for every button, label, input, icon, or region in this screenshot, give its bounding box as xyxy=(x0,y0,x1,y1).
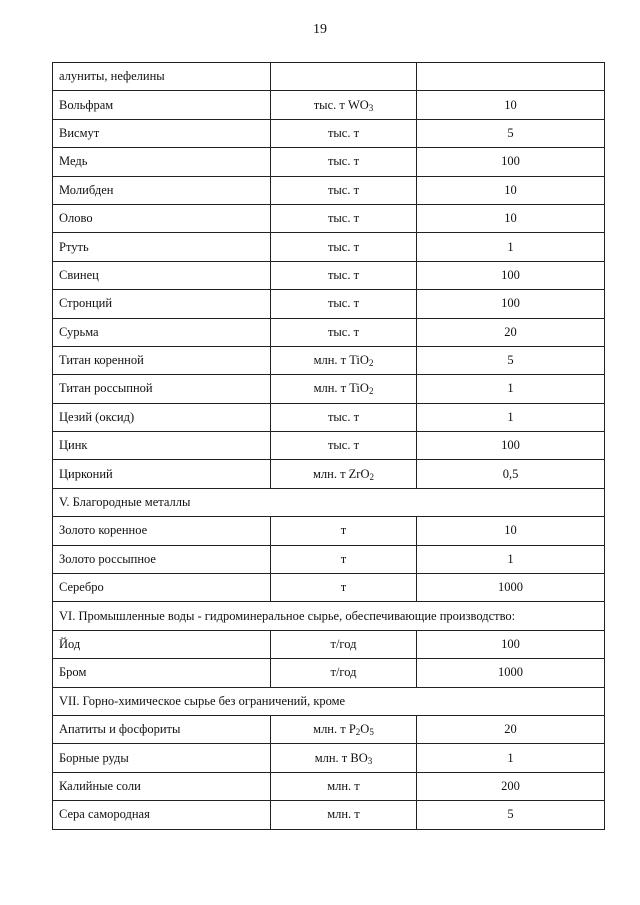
unit-cell xyxy=(271,574,417,602)
section-header-row xyxy=(53,488,605,516)
threshold-value-cell: 100 xyxy=(417,148,605,176)
table-row xyxy=(53,432,605,460)
unit-subscript: 5 xyxy=(369,727,374,738)
resource-name-cell: Золото россыпное xyxy=(53,545,271,573)
unit-text: млн. т TiO xyxy=(313,353,369,368)
unit-cell xyxy=(271,517,417,545)
unit-cell xyxy=(271,375,417,403)
table-row xyxy=(53,744,605,772)
unit-cell xyxy=(271,63,417,91)
unit-cell xyxy=(271,233,417,261)
unit-text: тыс. т xyxy=(327,296,360,311)
unit-text: т xyxy=(340,551,347,566)
threshold-value-cell: 100 xyxy=(417,290,605,318)
unit-subscript: 3 xyxy=(368,102,374,113)
unit-text: т xyxy=(340,523,347,538)
resource-name-cell: Стронций xyxy=(53,290,271,318)
unit-subscript: 2 xyxy=(368,358,374,369)
unit-text: тыс. т xyxy=(327,182,360,197)
threshold-value-cell: 1 xyxy=(417,233,605,261)
unit-text: млн. т P xyxy=(313,722,356,737)
threshold-value-cell: 1 xyxy=(417,744,605,772)
resource-name-cell: Ртуть xyxy=(53,233,271,261)
unit-cell xyxy=(271,176,417,204)
table-row xyxy=(53,233,605,261)
threshold-value-cell: 100 xyxy=(417,630,605,658)
unit-text: млн. т ZrO xyxy=(312,466,370,481)
unit-cell xyxy=(271,119,417,147)
resource-name-cell: Йод xyxy=(53,630,271,658)
unit-text: млн. т xyxy=(327,807,360,822)
table-row xyxy=(53,176,605,204)
unit-text: млн. т xyxy=(327,778,360,793)
resource-name-cell: Вольфрам xyxy=(53,91,271,119)
unit-text: тыс. т xyxy=(327,125,360,140)
table-row xyxy=(53,545,605,573)
threshold-value-cell: 100 xyxy=(417,432,605,460)
unit-text: тыс. т xyxy=(327,211,360,226)
threshold-value-cell: 100 xyxy=(417,261,605,289)
unit-cell xyxy=(271,545,417,573)
unit-cell xyxy=(271,91,417,119)
table-row xyxy=(53,801,605,829)
table-row xyxy=(53,460,605,488)
resource-name-cell: Серебро xyxy=(53,574,271,602)
resource-name-cell: Сурьма xyxy=(53,318,271,346)
resources-table xyxy=(52,62,605,830)
threshold-value-cell xyxy=(417,63,605,91)
unit-cell xyxy=(271,801,417,829)
resource-name-cell: Бром xyxy=(53,659,271,687)
unit-cell xyxy=(271,346,417,374)
table-row xyxy=(53,659,605,687)
unit-cell xyxy=(271,715,417,743)
threshold-value-cell: 200 xyxy=(417,772,605,800)
threshold-value-cell: 10 xyxy=(417,91,605,119)
unit-text: т/год xyxy=(330,665,357,680)
unit-text: тыс. т xyxy=(327,324,360,339)
resource-name-cell: Титан россыпной xyxy=(53,375,271,403)
unit-cell xyxy=(271,630,417,658)
unit-subscript: 3 xyxy=(367,755,373,766)
table-row xyxy=(53,630,605,658)
table-row xyxy=(53,517,605,545)
section-title: VI. Промышленные воды - гидроминеральное сырье, обеспечивающие производство: xyxy=(53,602,605,630)
table-row xyxy=(53,715,605,743)
section-header-row xyxy=(53,602,605,630)
unit-cell xyxy=(271,290,417,318)
table-row xyxy=(53,375,605,403)
resource-name-cell: Цезий (оксид) xyxy=(53,403,271,431)
unit-cell xyxy=(271,261,417,289)
table-row xyxy=(53,204,605,232)
resource-name-cell: Цинк xyxy=(53,432,271,460)
threshold-value-cell: 20 xyxy=(417,715,605,743)
resource-name-cell: Цирконий xyxy=(53,460,271,488)
unit-cell xyxy=(271,204,417,232)
threshold-value-cell: 5 xyxy=(417,346,605,374)
resource-name-cell: Медь xyxy=(53,148,271,176)
unit-text: тыс. т xyxy=(327,438,360,453)
threshold-value-cell: 5 xyxy=(417,801,605,829)
table-body xyxy=(53,63,605,830)
table-row xyxy=(53,63,605,91)
table-row xyxy=(53,574,605,602)
unit-cell xyxy=(271,148,417,176)
resource-name-cell: Титан коренной xyxy=(53,346,271,374)
table-row xyxy=(53,148,605,176)
resource-name-cell: Золото коренное xyxy=(53,517,271,545)
resource-name-cell: Сера самородная xyxy=(53,801,271,829)
unit-cell xyxy=(271,659,417,687)
unit-subscript: 2 xyxy=(355,727,361,738)
threshold-value-cell: 20 xyxy=(417,318,605,346)
table-row xyxy=(53,403,605,431)
resource-name-cell: Олово xyxy=(53,204,271,232)
unit-text-continued: O xyxy=(360,722,370,737)
threshold-value-cell: 10 xyxy=(417,176,605,204)
resource-name-cell: Висмут xyxy=(53,119,271,147)
threshold-value-cell: 10 xyxy=(417,517,605,545)
unit-cell xyxy=(271,318,417,346)
table-row xyxy=(53,91,605,119)
threshold-value-cell: 10 xyxy=(417,204,605,232)
threshold-value-cell: 1000 xyxy=(417,574,605,602)
resource-name-cell: алуниты, нефелины xyxy=(53,63,271,91)
resource-name-cell: Калийные соли xyxy=(53,772,271,800)
threshold-value-cell: 1 xyxy=(417,403,605,431)
unit-text: тыс. т xyxy=(327,267,360,282)
unit-cell xyxy=(271,772,417,800)
unit-text: млн. т TiO xyxy=(313,381,369,396)
unit-text: тыс. т WO xyxy=(313,97,369,112)
table-row xyxy=(53,346,605,374)
section-header-row xyxy=(53,687,605,715)
table-row xyxy=(53,290,605,318)
table-row xyxy=(53,119,605,147)
unit-text: тыс. т xyxy=(327,409,360,424)
resource-name-cell: Апатиты и фосфориты xyxy=(53,715,271,743)
threshold-value-cell: 1 xyxy=(417,545,605,573)
resource-name-cell: Борные руды xyxy=(53,744,271,772)
table-row xyxy=(53,318,605,346)
threshold-value-cell: 1000 xyxy=(417,659,605,687)
unit-text: т/год xyxy=(330,637,357,651)
threshold-value-cell: 0,5 xyxy=(417,460,605,488)
unit-text: тыс. т xyxy=(327,154,360,169)
unit-subscript: 2 xyxy=(368,386,374,397)
unit-text: тыс. т xyxy=(327,239,360,254)
unit-cell xyxy=(271,460,417,488)
threshold-value-cell: 5 xyxy=(417,119,605,147)
table-row xyxy=(53,772,605,800)
unit-text: млн. т BO xyxy=(314,750,368,765)
unit-text: т xyxy=(340,580,347,595)
table-row xyxy=(53,261,605,289)
page-number: 19 xyxy=(313,22,327,37)
unit-subscript: 2 xyxy=(369,471,374,482)
section-title: V. Благородные металлы xyxy=(53,488,605,516)
resource-name-cell: Молибден xyxy=(53,176,271,204)
threshold-value-cell: 1 xyxy=(417,375,605,403)
section-title: VII. Горно-химическое сырье без ограничений, кроме xyxy=(53,687,605,715)
resource-name-cell: Свинец xyxy=(53,261,271,289)
unit-cell xyxy=(271,403,417,431)
unit-cell xyxy=(271,432,417,460)
unit-cell xyxy=(271,744,417,772)
